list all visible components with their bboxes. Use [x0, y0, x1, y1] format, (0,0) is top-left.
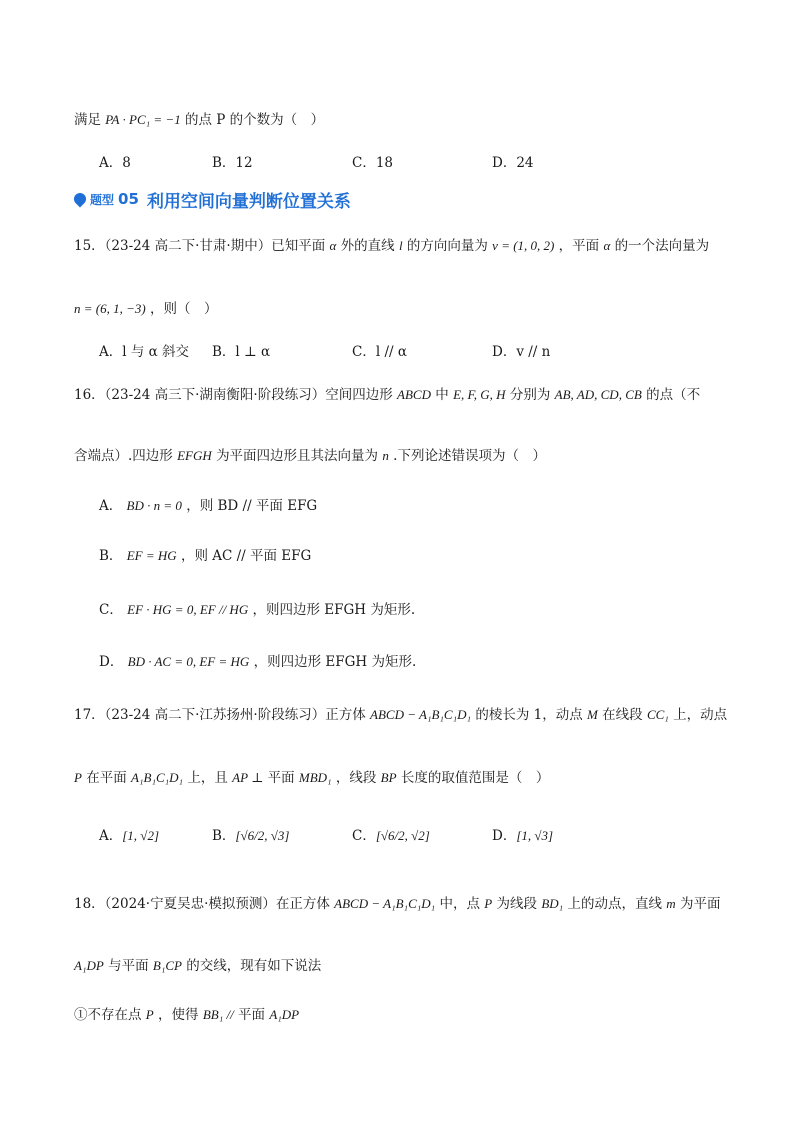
q15-v: v = (1, 0, 2)	[492, 238, 555, 253]
q17-stem-line2	[74, 766, 549, 786]
q16-option-a-math: BD · n = 0	[126, 498, 182, 513]
q14-option-b[interactable]: B．12	[212, 155, 253, 171]
q16-option-b-math: EF = HG	[126, 548, 177, 563]
q16-text-c: 分别为	[509, 387, 551, 403]
q18-m8: BB₁ //	[202, 1007, 234, 1022]
location-pin-icon	[72, 191, 89, 208]
q17-option-d-math: [1, √3]	[516, 828, 554, 843]
q15-l: l	[398, 238, 403, 253]
q15-alpha2: α	[603, 238, 611, 253]
q16-option-a-text: ，则 BD // 平面 EFG	[186, 498, 318, 514]
q17-text-h: ，线段	[335, 770, 377, 786]
q17-m2: M	[587, 707, 598, 722]
q17-option-b-math: [√6/2, √3]	[235, 828, 290, 843]
q18-m2: P	[484, 896, 493, 911]
q16-stem-line1	[74, 383, 700, 403]
q15-text-c: 的方向向量为	[406, 238, 488, 254]
q18-m9: A₁DP	[269, 1007, 300, 1022]
q16-option-c-text: ，则四边形 EFGH 为矩形.	[252, 602, 416, 618]
q15-text-d: ，平面	[558, 238, 600, 254]
q16-text-e: 含端点）.四边形	[74, 448, 173, 464]
q15-text-b: 外的直线	[340, 238, 395, 254]
q16-option-a[interactable]	[99, 494, 317, 514]
q17-option-d-letter: D．	[492, 828, 517, 844]
q18-m5: A₁DP	[74, 958, 104, 973]
q16-option-d-text: ，则四边形 EFGH 为矩形.	[253, 654, 417, 670]
q16-m4: EFGH	[177, 448, 212, 463]
q14-stem	[74, 108, 324, 128]
q16-m1: ABCD	[397, 387, 431, 402]
q17-stem-line1	[74, 703, 727, 723]
q16-text-d: 的点（不	[646, 387, 701, 403]
q17-text-f: 上，且	[187, 770, 228, 786]
q17-option-a-math: [1, √2]	[122, 828, 160, 843]
q18-stem-line2	[74, 954, 321, 974]
q18-m3: BD₁	[541, 896, 564, 911]
q14-suffix: 的点 P 的个数为（ ）	[185, 112, 325, 128]
q14-option-d[interactable]: D．24	[492, 155, 534, 171]
q18-text-f: 与平面	[108, 958, 149, 974]
section-number: 05	[118, 190, 139, 208]
section-title: 利用空间向量判断位置关系	[146, 191, 351, 212]
q16-option-c-letter: C．	[99, 602, 123, 618]
q15-n: n = (6, 1, −3)	[74, 301, 146, 316]
q17-text-g: 平面	[267, 770, 295, 786]
q17-m6: AP ⊥	[232, 770, 264, 785]
q15-stem-line1	[74, 234, 709, 254]
section-label: 题型	[90, 192, 115, 207]
q18-stem-line1	[74, 892, 720, 912]
q16-option-d-letter: D．	[99, 654, 124, 670]
q15-text-e: 的一个法向量为	[614, 238, 710, 254]
q17-text-a: 17．（23-24 高二下·江苏扬州·阶段练习）正方体	[74, 707, 366, 723]
q15-text-f: ，则（ ）	[150, 301, 218, 317]
q18-statement-1	[74, 1003, 299, 1023]
q15-option-b[interactable]: B．l ⊥ α	[212, 344, 271, 360]
q18-m7: P	[145, 1007, 154, 1022]
section-heading	[74, 186, 351, 212]
q17-m3: CC₁	[646, 707, 669, 722]
q16-option-b[interactable]	[99, 544, 311, 564]
q18-text-e: 为平面	[679, 896, 721, 912]
q15-option-d[interactable]: D．v // n	[492, 344, 551, 360]
q16-m2: E, F, G, H	[453, 387, 506, 402]
q17-m8: BP	[380, 770, 397, 785]
q18-m1: ABCD − A₁B₁C₁D₁	[334, 896, 436, 911]
q16-m3: AB, AD, CD, CB	[554, 387, 642, 402]
q17-option-d[interactable]	[492, 824, 553, 844]
q17-m1: ABCD − A₁B₁C₁D₁	[370, 707, 472, 722]
q17-m4: P	[74, 770, 82, 785]
q17-option-c-math: [√6/2, √2]	[375, 828, 430, 843]
q15-alpha: α	[329, 238, 337, 253]
q16-option-c-math: EF · HG = 0, EF // HG	[127, 602, 249, 617]
q18-text-a: 18．（2024·宁夏吴忠·模拟预测）在正方体	[74, 896, 330, 912]
q17-option-a[interactable]	[99, 824, 159, 844]
q16-m5: n	[382, 448, 389, 463]
q18-text-h: ①不存在点	[74, 1007, 142, 1023]
q14-prefix: 满足	[74, 112, 101, 128]
q16-text-f: 为平面四边形且其法向量为	[216, 448, 379, 464]
q15-text-a: 15．（23-24 高二下·甘肃·期中）已知平面	[74, 238, 326, 254]
q16-option-b-text: ，则 AC // 平面 EFG	[180, 548, 312, 564]
q18-m6: B₁CP	[152, 958, 182, 973]
q18-m4: m	[666, 896, 676, 911]
q18-text-g: 的交线，现有如下说法	[186, 958, 322, 974]
q14-option-a[interactable]: A．8	[99, 155, 131, 171]
q16-text-g: .下列论述错误项为（ ）	[393, 448, 546, 464]
q17-text-c: 在线段	[602, 707, 643, 723]
q17-option-c-letter: C．	[352, 828, 376, 844]
q14-formula: PA · PC₁ = −1	[105, 112, 181, 127]
q17-m5: A₁B₁C₁D₁	[131, 770, 184, 785]
q17-option-b-letter: B．	[212, 828, 236, 844]
q18-text-b: 中，点	[439, 896, 480, 912]
q16-option-d-math: BD · AC = 0, EF = HG	[127, 654, 250, 669]
q17-text-i: 长度的取值范围是（ ）	[400, 770, 550, 786]
q17-text-e: 在平面	[86, 770, 127, 786]
q15-stem-line2	[74, 297, 218, 317]
q18-text-d: 上的动点，直线	[567, 896, 662, 912]
q18-text-i: ，使得	[158, 1007, 199, 1023]
q17-m7: MBD₁	[298, 770, 332, 785]
q16-stem-line2	[74, 444, 546, 464]
q17-text-b: 的棱长为 1，动点	[475, 707, 583, 723]
q17-option-b[interactable]	[212, 824, 289, 844]
q16-text-a: 16．（23-24 高三下·湖南衡阳·阶段练习）空间四边形	[74, 387, 393, 403]
q17-option-a-letter: A．	[99, 828, 123, 844]
q16-option-c[interactable]	[99, 598, 415, 618]
q18-text-c: 为线段	[496, 896, 538, 912]
q15-option-a[interactable]: A．l 与 α 斜交	[99, 344, 190, 360]
q16-option-a-letter: A．	[99, 498, 123, 514]
q16-text-b: 中	[435, 387, 449, 403]
q18-text-j: 平面	[238, 1007, 266, 1023]
q17-text-d: 上，动点	[673, 707, 728, 723]
q15-option-c[interactable]: C．l // α	[352, 344, 407, 360]
q14-option-c[interactable]: C．18	[352, 155, 394, 171]
q16-option-b-letter: B．	[99, 548, 123, 564]
q16-option-d[interactable]	[99, 650, 416, 670]
q17-option-c[interactable]	[352, 824, 430, 844]
